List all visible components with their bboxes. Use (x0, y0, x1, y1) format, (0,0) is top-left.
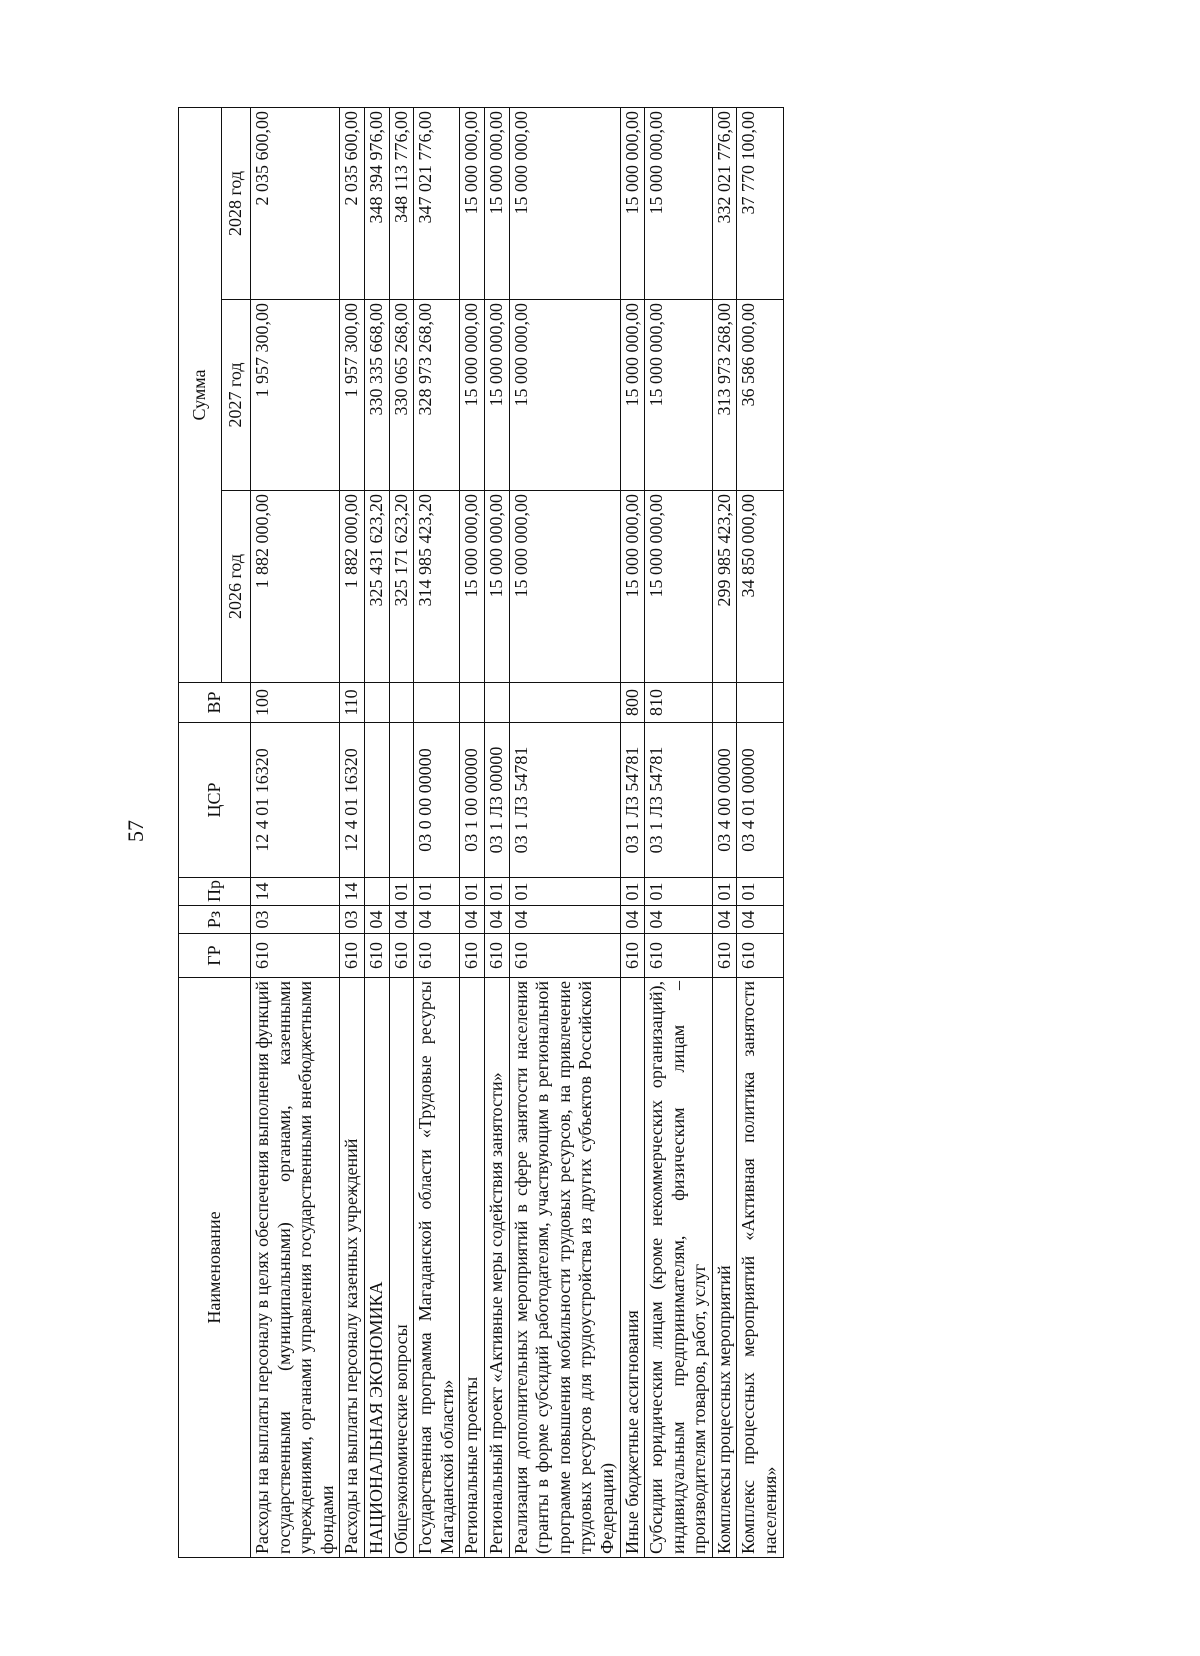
row-sum-2027: 36 586 000,00 (737, 300, 783, 491)
row-sum-2028: 15 000 000,00 (460, 107, 485, 299)
row-vr (484, 683, 509, 723)
row-pr: 14 (251, 878, 340, 906)
row-pr: 01 (460, 878, 485, 906)
header-vr: ВР (179, 683, 251, 723)
budget-table (178, 107, 784, 1558)
row-rz: 03 (340, 906, 365, 934)
row-sum-2028: 348 113 776,00 (389, 107, 414, 299)
row-vr (737, 683, 783, 723)
table-row (251, 107, 340, 1557)
row-vr (509, 683, 620, 723)
row-gr: 610 (737, 934, 783, 978)
header-gr: ГР (179, 934, 251, 978)
header-year-2027: 2027 год (222, 300, 251, 491)
row-sum-2027: 15 000 000,00 (645, 300, 713, 491)
table-row (389, 107, 414, 1557)
row-vr: 800 (620, 683, 645, 723)
row-sum-2028: 37 770 100,00 (737, 107, 783, 299)
page-number: 57 (123, 820, 148, 842)
row-vr (460, 683, 485, 723)
row-pr: 01 (712, 878, 737, 906)
row-csr (389, 723, 414, 878)
row-vr: 100 (251, 683, 340, 723)
row-csr: 03 1 Л3 54781 (509, 723, 620, 878)
header-name: Наименование (179, 978, 251, 1558)
row-vr (414, 683, 460, 723)
row-sum-2026: 15 000 000,00 (484, 491, 509, 683)
row-rz: 04 (620, 906, 645, 934)
table-row (460, 107, 485, 1557)
row-sum-2027: 313 973 268,00 (712, 300, 737, 491)
row-csr (364, 723, 389, 878)
row-sum-2027: 15 000 000,00 (620, 300, 645, 491)
row-name: Общеэкономические вопросы (389, 978, 414, 1558)
row-sum-2028: 15 000 000,00 (645, 107, 713, 299)
table-row (645, 107, 713, 1557)
row-sum-2027: 1 957 300,00 (340, 300, 365, 491)
row-gr: 610 (251, 934, 340, 978)
row-name: Региональный проект «Активные меры содействия занятости» (484, 978, 509, 1558)
row-rz: 04 (509, 906, 620, 934)
row-sum-2027: 1 957 300,00 (251, 300, 340, 491)
row-pr: 14 (340, 878, 365, 906)
row-sum-2026: 1 882 000,00 (340, 491, 365, 683)
table-row (712, 107, 737, 1557)
row-rz: 04 (414, 906, 460, 934)
row-sum-2028: 15 000 000,00 (620, 107, 645, 299)
table-row (620, 107, 645, 1557)
table-row (364, 107, 389, 1557)
row-rz: 04 (645, 906, 713, 934)
row-gr: 610 (620, 934, 645, 978)
row-vr (712, 683, 737, 723)
table-row (509, 107, 620, 1557)
row-rz: 04 (737, 906, 783, 934)
row-sum-2027: 15 000 000,00 (460, 300, 485, 491)
row-name: Расходы на выплаты персоналу в целях обеспечения выполнения функций государственными (муниципальными) органами, казенными учреждениями, органами управления государственными внебюджетными фондами (251, 978, 340, 1558)
row-sum-2027: 330 335 668,00 (364, 300, 389, 491)
row-sum-2028: 15 000 000,00 (484, 107, 509, 299)
row-sum-2027: 330 065 268,00 (389, 300, 414, 491)
row-csr: 03 1 Л3 54781 (645, 723, 713, 878)
row-gr: 610 (509, 934, 620, 978)
row-sum-2028: 348 394 976,00 (364, 107, 389, 299)
row-csr: 03 0 00 00000 (414, 723, 460, 878)
row-gr: 610 (460, 934, 485, 978)
row-name: Реализация дополнительных мероприятий в сфере занятости населения (гранты в форме субсидий работодателям, участвующим в региональной программе повышения мобильности трудовых ресурсов, на привлечение трудовых ресурсов для трудоустройства из других субъектов Российской Федерации) (509, 978, 620, 1558)
table-row (737, 107, 783, 1557)
row-sum-2028: 15 000 000,00 (509, 107, 620, 299)
row-csr: 03 4 01 00000 (737, 723, 783, 878)
row-gr: 610 (645, 934, 713, 978)
row-name: Государственная программа Магаданской области «Трудовые ресурсы Магаданской области» (414, 978, 460, 1558)
row-csr: 03 1 Л3 00000 (484, 723, 509, 878)
row-sum-2027: 15 000 000,00 (484, 300, 509, 491)
row-vr (389, 683, 414, 723)
row-vr: 810 (645, 683, 713, 723)
row-vr (364, 683, 389, 723)
row-rz: 04 (484, 906, 509, 934)
row-gr: 610 (389, 934, 414, 978)
row-sum-2028: 332 021 776,00 (712, 107, 737, 299)
row-sum-2028: 2 035 600,00 (251, 107, 340, 299)
row-rz: 04 (389, 906, 414, 934)
table-row (414, 107, 460, 1557)
row-sum-2028: 2 035 600,00 (340, 107, 365, 299)
table-row (340, 107, 365, 1557)
row-gr: 610 (712, 934, 737, 978)
row-pr: 01 (484, 878, 509, 906)
header-csr: ЦСР (179, 723, 251, 878)
row-csr: 03 1 Л3 54781 (620, 723, 645, 878)
row-gr: 610 (340, 934, 365, 978)
row-vr: 110 (340, 683, 365, 723)
row-sum-2026: 15 000 000,00 (509, 491, 620, 683)
header-year-2028: 2028 год (222, 107, 251, 299)
row-rz: 04 (460, 906, 485, 934)
row-sum-2026: 15 000 000,00 (460, 491, 485, 683)
row-csr: 03 4 00 00000 (712, 723, 737, 878)
rotated-page-area (178, 108, 958, 1558)
row-sum-2026: 299 985 423,20 (712, 491, 737, 683)
header-pr: Пр (179, 878, 251, 906)
row-pr: 01 (645, 878, 713, 906)
row-name: Комплексы процессных мероприятий (712, 978, 737, 1558)
row-rz: 04 (364, 906, 389, 934)
row-sum-2028: 347 021 776,00 (414, 107, 460, 299)
row-gr: 610 (414, 934, 460, 978)
row-gr: 610 (364, 934, 389, 978)
row-name: Иные бюджетные ассигнования (620, 978, 645, 1558)
row-pr: 01 (737, 878, 783, 906)
row-name: Комплекс процессных мероприятий «Активная политика занятости населения» (737, 978, 783, 1558)
row-sum-2026: 15 000 000,00 (645, 491, 713, 683)
row-csr: 03 1 00 00000 (460, 723, 485, 878)
row-sum-2026: 325 171 623,20 (389, 491, 414, 683)
row-pr: 01 (389, 878, 414, 906)
row-name: НАЦИОНАЛЬНАЯ ЭКОНОМИКА (364, 978, 389, 1558)
row-gr: 610 (484, 934, 509, 978)
table-row (484, 107, 509, 1557)
header-sum: Сумма (179, 107, 222, 682)
row-pr: 01 (414, 878, 460, 906)
row-sum-2026: 325 431 623,20 (364, 491, 389, 683)
row-pr: 01 (620, 878, 645, 906)
row-csr: 12 4 01 16320 (251, 723, 340, 878)
header-rz: Рз (179, 906, 251, 934)
row-name: Субсидии юридическим лицам (кроме некоммерческих организаций), индивидуальным предпринимателям, физическим лицам – производителям товаров, работ, услуг (645, 978, 713, 1558)
row-name: Региональные проекты (460, 978, 485, 1558)
row-pr: 01 (509, 878, 620, 906)
row-name: Расходы на выплаты персоналу казенных учреждений (340, 978, 365, 1558)
row-sum-2027: 15 000 000,00 (509, 300, 620, 491)
row-sum-2026: 15 000 000,00 (620, 491, 645, 683)
row-rz: 03 (251, 906, 340, 934)
row-sum-2026: 314 985 423,20 (414, 491, 460, 683)
row-csr: 12 4 01 16320 (340, 723, 365, 878)
row-sum-2026: 34 850 000,00 (737, 491, 783, 683)
row-rz: 04 (712, 906, 737, 934)
row-sum-2027: 328 973 268,00 (414, 300, 460, 491)
row-sum-2026: 1 882 000,00 (251, 491, 340, 683)
row-pr (364, 878, 389, 906)
header-year-2026: 2026 год (222, 491, 251, 683)
